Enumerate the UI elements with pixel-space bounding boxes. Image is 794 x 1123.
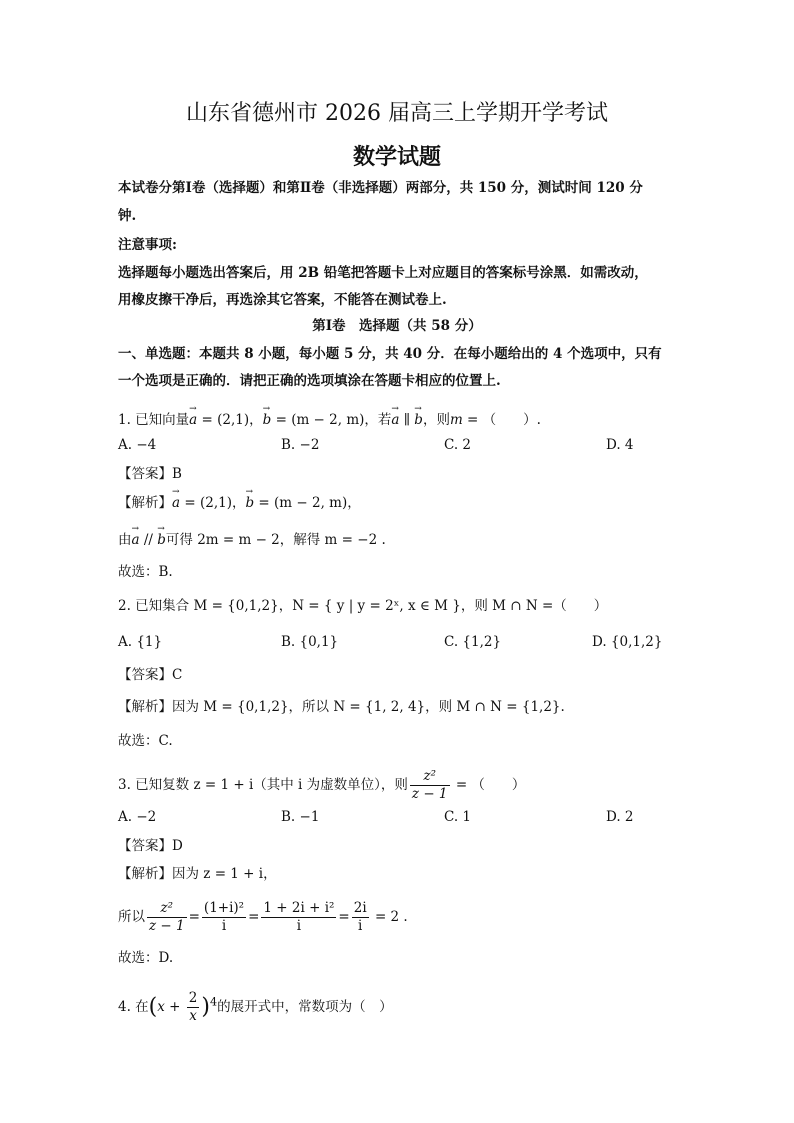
q4-fraction-numerator: 2 (188, 990, 198, 1006)
q1-pre: 1. 已知向量 (118, 412, 190, 428)
q3-equals-3: = (338, 909, 350, 925)
q3-option-b: B. −1 (281, 809, 320, 825)
q3-answer: 【答案】D (118, 838, 183, 854)
q1-derivation-vector-b: → b (157, 530, 166, 550)
q1-parallel: ∥ (399, 412, 415, 428)
q1-vector-a: → a (189, 410, 197, 430)
intro-line-2: 钟. (118, 208, 137, 224)
q3-derivation-frac-1 (147, 900, 187, 935)
q1-derivation-result: 可得 2m = m − 2，解得 m = −2 . (165, 532, 386, 548)
q3-frac-3-numerator: 1 + 2i + i² (263, 900, 335, 916)
q3-derivation-frac-4 (352, 900, 369, 935)
q1-analysis (118, 493, 676, 513)
q1-option-c: C. 2 (444, 437, 472, 453)
q3-option-c: C. 1 (444, 809, 472, 825)
q1-analysis-label: 【解析】 (118, 495, 172, 511)
q1-analysis-sep: ， (231, 495, 246, 511)
q1-answer: 【答案】B (118, 466, 182, 482)
q4-x: x + (157, 999, 185, 1015)
q3-frac-3-denominator: i (296, 918, 302, 934)
q1-vector-b: → b (263, 410, 272, 430)
notice-line-2: 用橡皮擦干净后，再选涂其它答案，不能答在测试卷上. (118, 292, 447, 308)
q3-fraction-denominator: z − 1 (411, 786, 448, 802)
q2-choose: 故选：C. (118, 733, 173, 749)
intro-line-1: 本试卷分第Ⅰ卷（选择题）和第Ⅱ卷（非选择题）两部分，共 150 分，测试时间 120 分 (118, 180, 643, 196)
q2-option-b: B. {0,1} (281, 634, 339, 650)
page-title: 山东省德州市 2026 届高三上学期开学考试 (186, 101, 608, 126)
q1-stem (118, 410, 676, 430)
q1-choose: 故选：B. (118, 564, 173, 580)
q3-fraction-numerator: z² (410, 768, 450, 786)
section-intro-1: 一、单选题：本题共 8 小题，每小题 5 分，共 40 分．在每小题给出的 4 个选项中，只有 (118, 346, 662, 362)
q4-fraction-denominator: x (189, 1008, 197, 1024)
q4-stem (118, 990, 676, 1025)
q3-stem (118, 768, 676, 803)
q1-tail: = （ ）. (462, 412, 541, 428)
q3-frac-2-denominator: i (221, 918, 227, 934)
q4-fraction (187, 990, 200, 1025)
q1-analysis-vector-b: → b (245, 493, 254, 513)
q1-analysis-b: = (m − 2, m) (254, 495, 348, 511)
notice-heading: 注意事项: (118, 237, 177, 253)
q3-derivation (118, 900, 676, 935)
q2-answer: 【答案】C (118, 667, 183, 683)
q2-option-d: D. {0,1,2} (592, 634, 663, 650)
q1-derivation (118, 530, 676, 550)
q3-frac-4-denominator: i (358, 918, 363, 934)
q1-option-a: A. −4 (118, 437, 157, 453)
q3-option-a: A. −2 (118, 809, 157, 825)
q1-analysis-a: = (2,1) (180, 495, 232, 511)
q3-fraction (410, 768, 450, 803)
q3-so: 所以 (118, 909, 145, 925)
q1-sep: ， (249, 412, 263, 428)
q3-equals-2: = (248, 909, 260, 925)
q2-stem: 2. 已知集合 M = {0,1,2}，N = { y | y = 2ˣ, x ∈ M }，则 M ∩ N =（ ） (118, 598, 608, 614)
q1-option-d: D. 4 (606, 437, 634, 453)
q3-frac-1-numerator: z² (147, 900, 187, 918)
q1-derivation-parallel: // (139, 532, 158, 548)
q1-analysis-vector-a: → a (172, 493, 180, 513)
page-subtitle: 数学试题 (352, 144, 441, 170)
q4-left-paren: ( (148, 994, 158, 1020)
q1-b-value: = (m − 2, m) (271, 412, 365, 428)
q3-tail: = （ ） (451, 777, 526, 793)
q3-option-d: D. 2 (606, 809, 634, 825)
q1-a-value: = (2,1) (197, 412, 250, 428)
q3-result: = 2 . (370, 909, 408, 925)
q1-then: ，则 (422, 412, 450, 428)
q1-from: 由 (118, 532, 132, 548)
q2-analysis: 【解析】因为 M = {0,1,2}，所以 N = {1, 2, 4}，则 M ∩ N = {1,2}. (118, 699, 565, 715)
q1-cond: ，若 (364, 412, 392, 428)
q3-derivation-frac-2 (202, 900, 246, 935)
section-heading: 第Ⅰ卷 选择题（共 58 分） (312, 318, 482, 334)
section-intro-2: 一个选项是正确的．请把正确的选项填涂在答题卡相应的位置上. (118, 373, 501, 389)
q3-frac-4-numerator: 2i (353, 900, 367, 916)
notice-line-1: 选择题每小题选出答案后，用 2B 铅笔把答题卡上对应题目的答案标号涂黑．如需改动， (118, 265, 648, 281)
q1-derivation-vector-a: → a (132, 530, 140, 550)
q3-choose: 故选：D. (118, 950, 174, 966)
q3-pre: 3. 已知复数 z = 1 + i（其中 i 为虚数单位），则 (118, 777, 408, 793)
q3-equals-1: = (188, 909, 200, 925)
q4-exponent: 4 (209, 995, 218, 1009)
q3-frac-1-denominator: z − 1 (149, 918, 185, 934)
q4-tail: 的展开式中，常数项为（ ） (217, 999, 393, 1015)
q3-frac-2-numerator: (1+i)² (203, 900, 245, 916)
q1-m: m (449, 412, 463, 428)
q1-analysis-end: ， (347, 495, 361, 511)
q3-derivation-frac-3 (261, 900, 336, 935)
q1-vector-a2: → a (391, 410, 399, 430)
q2-option-a: A. {1} (118, 634, 163, 650)
q1-vector-b2: → b (414, 410, 423, 430)
q4-pre: 4. 在 (118, 999, 149, 1015)
q1-option-b: B. −2 (281, 437, 320, 453)
q3-analysis: 【解析】因为 z = 1 + i， (118, 866, 277, 882)
q2-option-c: C. {1,2} (444, 634, 502, 650)
q4-right-paren: ) (201, 994, 210, 1020)
